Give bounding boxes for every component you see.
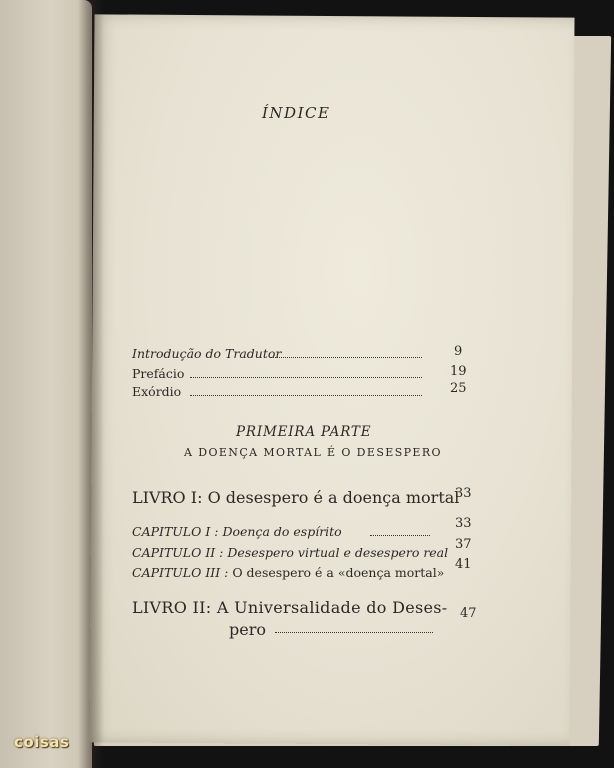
chapter-3-prefix: CAPITULO III :	[132, 565, 229, 580]
page-number: 41	[455, 557, 472, 572]
chapter-1-prefix: CAPITULO I :	[132, 524, 219, 539]
toc-entry-capitulo-3	[132, 565, 444, 580]
toc-entry-livro-1	[132, 488, 459, 507]
part-subtitle: A DOENÇA MORTAL É O DESESPERO	[184, 446, 442, 459]
page-number: 9	[454, 344, 463, 359]
toc-entry-capitulo-1	[132, 524, 342, 539]
chapter-2-text: Desespero virtual e desespero real	[227, 545, 449, 560]
dot-leader	[190, 377, 422, 378]
toc-entry-introducao: Introdução do Tradutor	[132, 346, 282, 361]
page-number: 25	[450, 381, 467, 396]
page-number: 33	[455, 486, 472, 501]
dot-leader	[275, 632, 433, 633]
page-number: 33	[455, 516, 472, 531]
livro-1-prefix: LIVRO I:	[132, 488, 203, 507]
livro-1-text: O desespero é a doença mortal	[207, 488, 460, 507]
part-title: PRIMEIRA PARTE	[236, 424, 372, 440]
page-title: ÍNDICE	[262, 104, 331, 122]
chapter-3-text: O desespero é a «doença mortal»	[232, 565, 445, 580]
chapter-2-prefix: CAPITULO II :	[132, 545, 224, 560]
page-number: 37	[455, 537, 472, 552]
page-number: 19	[450, 364, 467, 379]
toc-entry-livro-2-cont: pero	[229, 620, 266, 639]
toc-entry-livro-2: LIVRO II: A Universalidade do Deses-	[132, 598, 448, 617]
page-number: 47	[460, 606, 477, 621]
dot-leader	[270, 357, 422, 358]
book-gutter	[78, 0, 104, 768]
dot-leader	[370, 535, 430, 536]
dot-leader	[190, 395, 422, 396]
toc-entry-exordio: Exórdio	[132, 384, 182, 399]
chapter-1-text: Doença do espírito	[222, 524, 342, 539]
toc-entry-prefacio: Prefácio	[132, 366, 185, 381]
watermark-logo: coisas	[14, 733, 70, 751]
toc-entry-capitulo-2	[132, 545, 448, 560]
